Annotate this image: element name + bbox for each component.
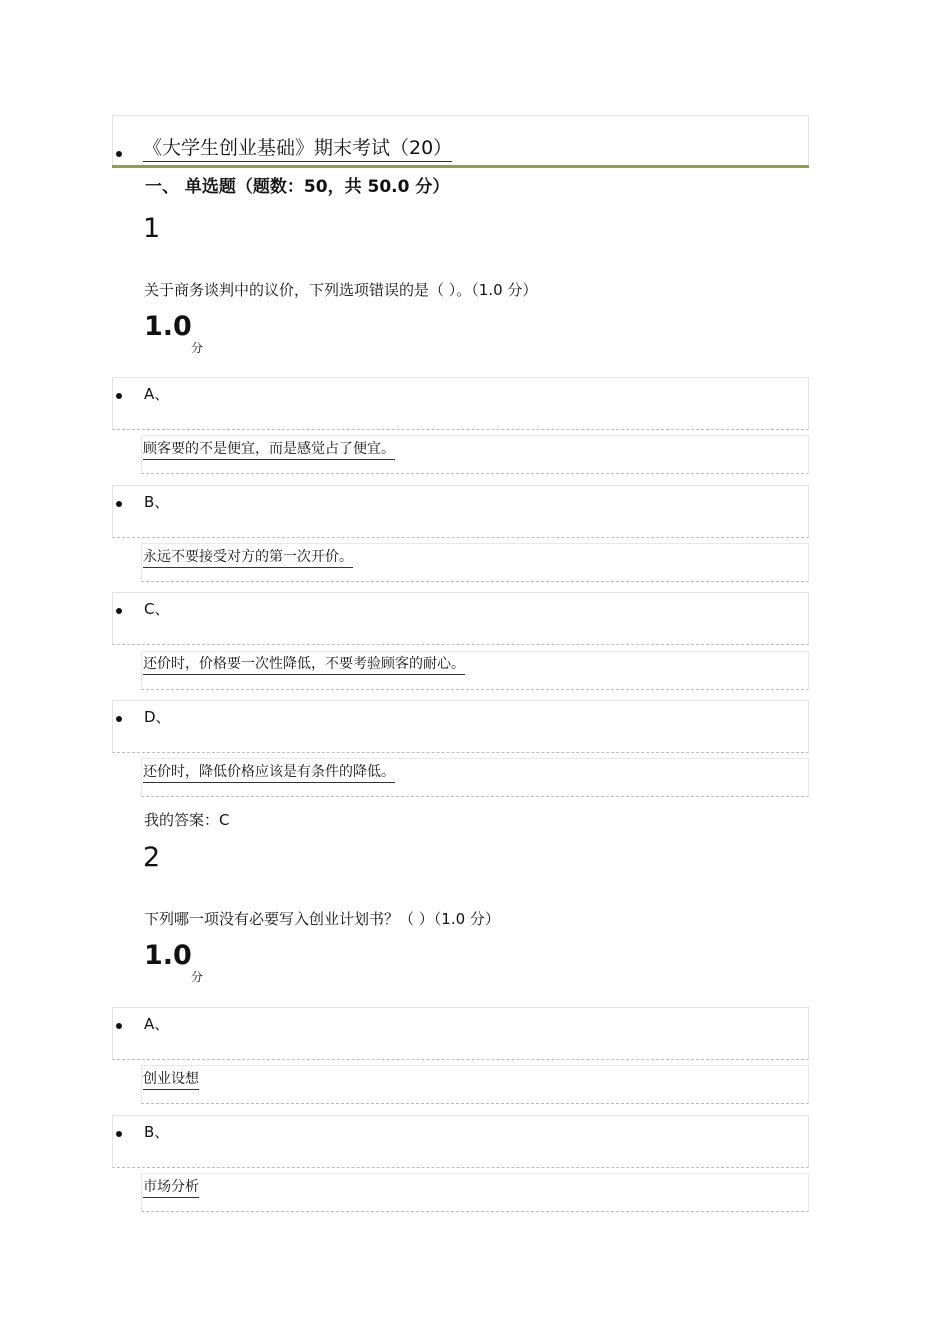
question-text: 关于商务谈判中的议价，下列选项错误的是（ ）。（1.0 分） [144,281,538,299]
question-score-unit: 分 [191,970,204,984]
option-d-letter: D、 [144,708,171,726]
question-score-unit: 分 [191,341,204,355]
option-b-answer-box [141,1173,809,1212]
question-score: 1.0 [144,311,192,342]
option-b-text[interactable]: 市场分析 [143,1178,199,1198]
option-c-box[interactable] [112,592,809,645]
option-a-letter: A、 [144,1015,170,1033]
option-b-box[interactable] [112,485,809,538]
my-answer: 我的答案：C [144,811,230,829]
question-number: 1 [143,213,161,244]
bullet-icon [116,716,122,722]
section-heading: 一、 单选题（题数：50，共 50.0 分） [145,177,450,197]
question-number: 2 [143,842,161,873]
bullet-icon [116,1023,122,1029]
option-c-letter: C、 [144,600,170,618]
option-b-letter: B、 [144,493,170,511]
question-score: 1.0 [144,940,192,971]
option-c-text[interactable]: 还价时，价格要一次性降低，不要考验顾客的耐心。 [143,655,465,675]
question-text: 下列哪一项没有必要写入创业计划书？（ ）（1.0 分） [144,910,500,928]
option-d-text[interactable]: 还价时，降低价格应该是有条件的降低。 [143,763,395,783]
option-a-answer-box [141,1065,809,1104]
option-b-box[interactable] [112,1115,809,1168]
option-a-text[interactable]: 顾客要的不是便宜，而是感觉占了便宜。 [143,440,395,460]
title-divider [112,165,809,168]
bullet-icon [116,393,122,399]
option-d-box[interactable] [112,700,809,753]
option-a-letter: A、 [144,385,170,403]
option-a-box[interactable] [112,377,809,430]
bullet-icon [116,1131,122,1137]
bullet-icon [116,608,122,614]
option-b-letter: B、 [144,1123,170,1141]
option-b-text[interactable]: 永远不要接受对方的第一次开价。 [143,548,353,568]
option-a-text[interactable]: 创业设想 [143,1070,199,1090]
exam-title[interactable]: 《大学生创业基础》期末考试（20） [143,136,452,162]
bullet-icon [116,501,122,507]
bullet-icon [116,151,122,157]
option-a-box[interactable] [112,1007,809,1060]
